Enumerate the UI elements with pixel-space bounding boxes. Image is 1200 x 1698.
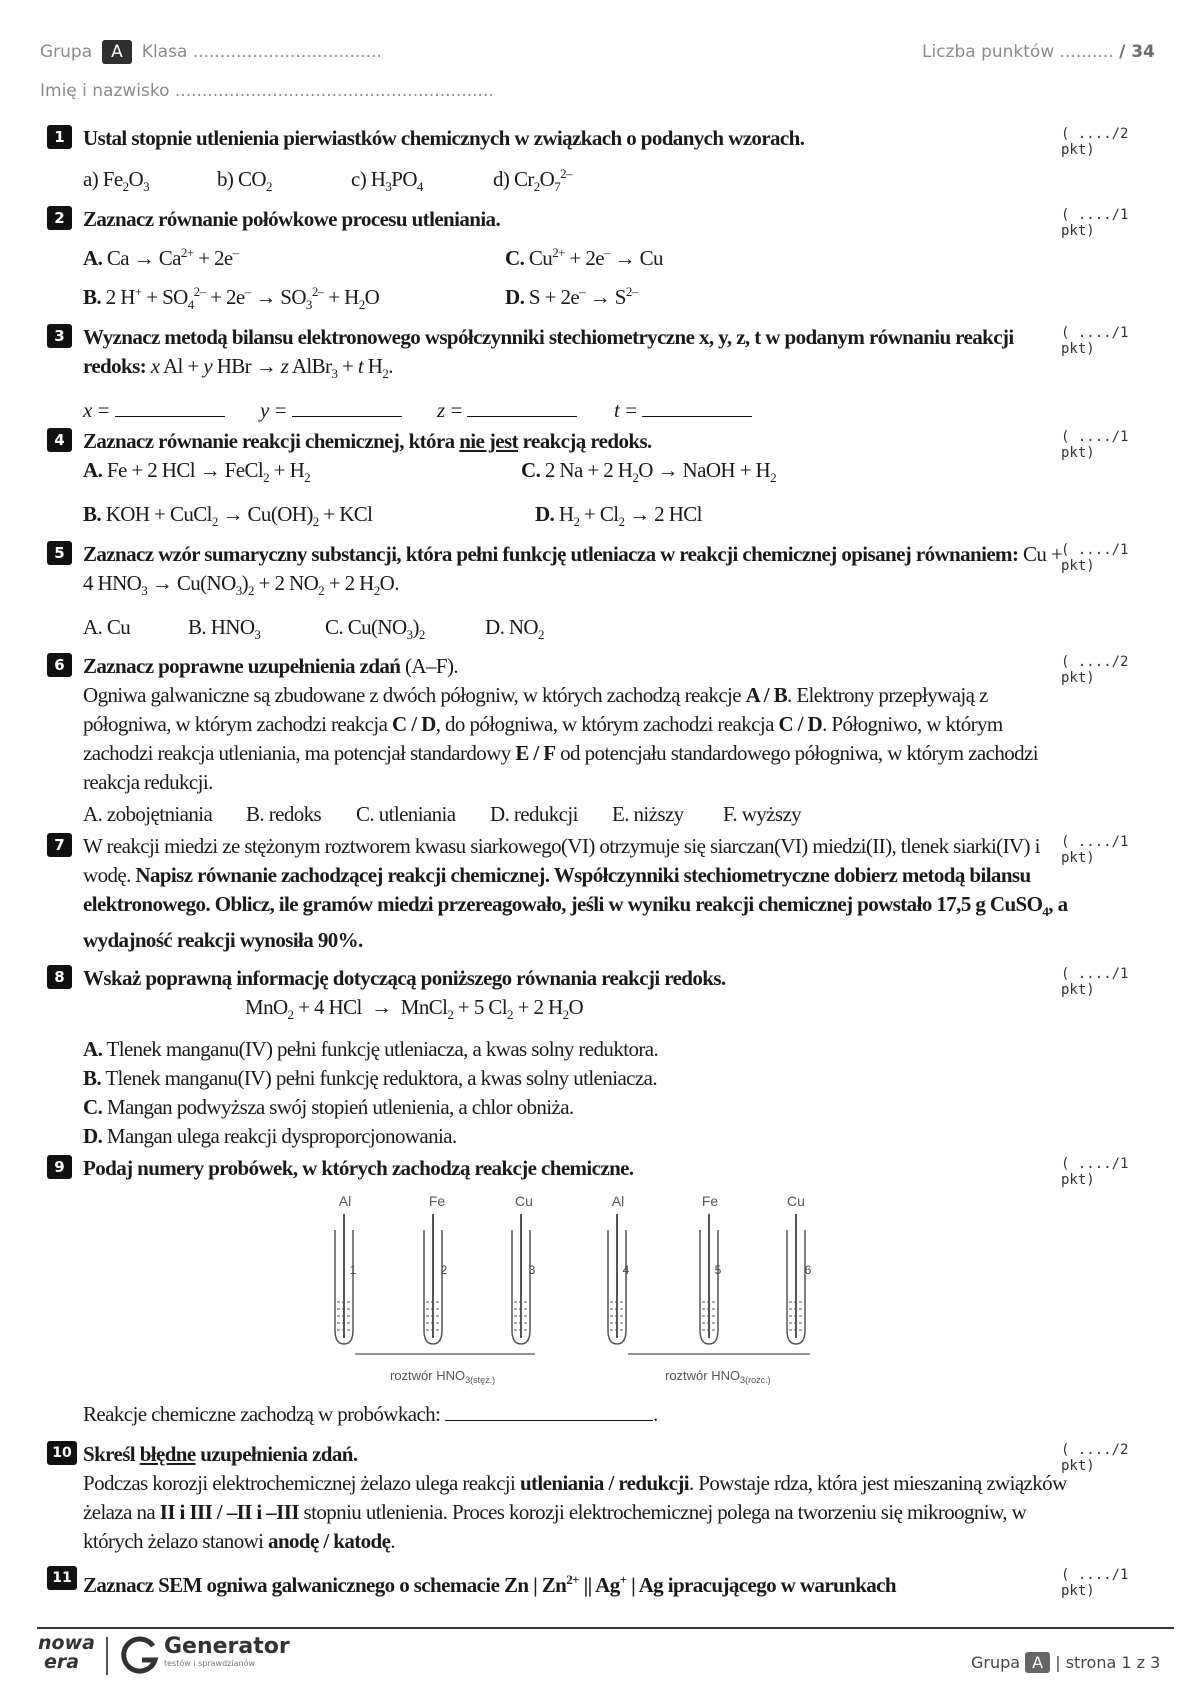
solution-label: roztwór $HNO_{3(stęż.)}$ [390,1368,496,1385]
option-item: B. redoks [246,802,322,826]
option-b[interactable]: B. KOH + CuCl$_2$ → $Cu(OH)_2$ + KCl [83,502,373,530]
answer-field-t[interactable] [642,397,752,417]
group-label: Grupa [40,42,93,62]
option-d[interactable]: D. $S + 2e^- \to S^{2-}$ [505,284,638,309]
metal-label: Fe [428,1193,446,1209]
option-b[interactable]: B. $HNO_3$ [188,615,261,643]
task-question: Podaj numery probówek, w których zachodzą reakcje chemiczne. [83,1156,634,1180]
formula-options [83,159,1073,201]
task-question: Skreśl błędne uzupełnienia zdań. [83,1442,358,1466]
option-item: C. utleniania [356,802,456,826]
option-list [83,800,1073,829]
task-number: 4 [47,428,72,452]
tube-number: 3 [528,1263,536,1277]
reaction-equation: MnO$_2$ + 4 HCl → MnCl$_2$ + 5 $Cl_2 + 2$ $H_2O$ [245,995,584,1023]
option-item: A. zobojętniania [83,802,213,826]
coefficient-fields: x = y = z = t = [83,396,1073,425]
tube-number: 6 [804,1263,812,1277]
points-label: Liczba punktów .......... [922,42,1114,62]
task-number: 3 [47,324,72,348]
task-question: Zaznacz poprawne uzupełnienia zdań [83,654,401,678]
task-10 [47,1440,1157,1556]
task-number: 6 [47,653,72,677]
task-number: 7 [47,833,72,857]
task-number: 1 [47,125,72,149]
header-group [40,40,382,64]
task-score: ( ..../1 pkt) [1061,207,1129,239]
footer-group-badge: A [1025,1652,1050,1673]
task-9 [47,1154,1157,1188]
task-score: ( ..../1 pkt) [1061,429,1129,461]
task-question: Zaznacz równanie połówkowe procesu utleniania. [83,207,501,231]
task-text: Podczas korozji elektrochemicznej żelazo ulega reakcji utleniania / redukcji. Powstaje rdza, która jest mieszaniną związków żelaza na II i III / –II i –III stopniu utlenienia. Proces korozji elektrochemicznej polega na tworzeniu się mikroogniw, w których żelazo stanowi anodę / katodę. [83,1471,1067,1553]
choice-2[interactable]: II i III / –II i –III [159,1500,299,1524]
option-b[interactable]: B. Tlenek manganu(IV) pełni funkcję reduktora, a kwas solny utleniacza. [83,1066,657,1091]
answer-field-y[interactable] [292,397,402,417]
task-8 [47,964,1157,1151]
task-number: 8 [47,965,72,989]
choice-cd-1[interactable]: C / D [392,712,436,736]
option-c[interactable]: C. Mangan podwyższa swój stopień utlenienia, a chlor obniża. [83,1095,574,1120]
option-d[interactable]: D. Mangan ulega reakcji dysproporcjonowania. [83,1124,457,1149]
task-number: 5 [47,541,72,565]
group-badge: A [102,40,132,64]
option-c[interactable]: C. $Cu^{2+} + 2e^- \to Cu$ [505,245,663,270]
option-d: d) $Cr_2O_7^{2-}$ [493,166,572,195]
task-question: Zaznacz wzór sumaryczny substancji, która pełni funkcję utleniacza w reakcji chemicznej opisanej równaniem: [83,542,1019,566]
task-score: ( ..../2 pkt) [1061,126,1129,158]
nowa-era-logo: nowa era [38,1632,95,1673]
generator-g-icon [120,1636,160,1676]
footer-page-info: Grupa A | strona 1 z 3 [971,1653,1161,1672]
task-score: ( ..../2 pkt) [1061,654,1129,686]
logo-separator [106,1637,108,1675]
choice-cd-2[interactable]: C / D [778,712,823,736]
option-item: D. redukcji [490,802,578,826]
answer-field-z[interactable] [467,397,577,417]
task-question: Wyznacz metodą bilansu elektronowego współczynniki stechiometryczne x, y, z, t w podanym równaniu reakcji redoks: [83,325,1014,378]
option-c: c) $H_3PO_4$ [351,167,423,195]
task-number: 10 [47,1441,77,1465]
answer-label: Reakcje chemiczne zachodzą w probówkach: [83,1402,441,1426]
answer-field-x[interactable] [115,397,225,417]
task-1 [47,124,1157,201]
task-5: 5 ( ..../1 pkt) Zaznacz wzór sumaryczny substancji, która pełni funkcję utleniacza w reakcji chemicznej opisanej równaniem: Cu + 4 $HNO_3 \to Cu(NO_3)_2 + 2$ $NO_2 + 2$ $H_2O$. A. Cu B. $HNO_3$ C. $Cu(NO_3)_2$ D. $NO_2$ [47,540,1157,649]
option-d[interactable]: D. $NO_2$ [485,615,544,643]
choice-ab[interactable]: A / B [745,683,788,707]
metal-label: Fe [701,1193,719,1209]
tube-number: 4 [622,1263,630,1277]
choice-ef[interactable]: E / F [515,741,556,765]
task-9-answer: Reakcje chemiczne zachodzą w probówkach: . [83,1402,658,1426]
task-text: W reakcji miedzi ze stężonym roztworem kwasu siarkowego(VI) otrzymuje się siarczan(VI) miedzi(II), tlenek siarki(IV) i wodę. Napisz równanie zachodzącej reakcji chemicznej. Współczynniki stechiometryczne dobierz metodą bilansu elektronowego. Oblicz, ile gramów miedzi przereagowało, jeśli w wyniku reakcji chemicznej powstało 17,5 g CuSO$_4$, a wydajność reakcji wynosiła 90%. [83,834,1068,953]
task-question: Zaznacz SEM ogniwa galwanicznego o schemacie Zn | $Zn^{2+}$ || Ag+ | Ag ipracującego w warunkach [83,1572,896,1597]
task-score: ( ..../1 pkt) [1061,325,1129,357]
task-question: Ustal stopnie utlenienia pierwiastków chemicznych w związkach o podanych wzorach. [83,126,805,150]
task-score: ( ..../1 pkt) [1061,1567,1129,1599]
task-number: 11 [47,1566,77,1590]
task-score: ( ..../1 pkt) [1061,966,1129,998]
generator-logo [120,1636,160,1680]
task-6: 6 ( ..../2 pkt) Zaznacz poprawne uzupełnienia zdań (A–F). Ogniwa galwaniczne są zbudowane z dwóch półogniw, w których zachodzą reakcje A / B. Elektrony przepływają z półogniwa, w którym zachodzi reakcja C / D, do półogniwa, w którym zachodzi reakcja C / D. Półogniwo, w którym zachodzi reakcja utleniania, ma potencjał standardowy E / F od potencjału standardowego półogniwa, w którym zachodzi reakcja redukcji. A. zobojętniania B. redoks C. utleniania D. redukcji E. niższy F. wyższy [47,652,1157,829]
task-4 [47,427,1157,536]
option-c[interactable]: C. $Cu(NO_3)_2$ [325,615,425,643]
option-item: F. wyższy [723,802,802,826]
option-a[interactable]: A. Tlenek manganu(IV) pełni funkcję utleniacza, a kwas solny reduktora. [83,1037,659,1062]
tube-number: 1 [349,1263,357,1277]
solution-label: roztwór $HNO_{3(rozc.)}$ [665,1368,771,1385]
tube-number: 2 [440,1263,448,1277]
task-text: Ogniwa galwaniczne są zbudowane z dwóch półogniw, w których zachodzą reakcje A / B. Elektrony przepływają z półogniwa, w którym zachodzi reakcja C / D, do półogniwa, w którym zachodzi reakcja C / D. Półogniwo, w którym zachodzi reakcja utleniania, ma potencjał standardowy E / F od potencjału standardowego półogniwa, w którym zachodzi reakcja redukcji. [83,683,1038,794]
task-7 [47,832,1157,955]
task-3: 3 ( ..../1 pkt) Wyznacz metodą bilansu elektronowego współczynniki stechiometryczne x, y, z, t w podanym równaniu reakcji redoks: x Al + y HBr → z AlBr$_3$ + t $H_2$. x = y = z = t = [47,323,1157,425]
name-field: Imię i nazwisko ........................................................... [40,81,494,101]
option-d[interactable]: D. $H_2 + Cl_2 \to 2$ HCl [535,502,702,530]
option-item: E. niższy [612,802,684,826]
page-number: | strona 1 z 3 [1055,1653,1161,1672]
option-a[interactable]: A. Cu [83,615,131,640]
option-a[interactable]: A. $Ca \to Ca^{2+} + 2e^-$ [83,245,239,270]
option-b: b) $CO_2$ [217,167,272,195]
choice-1[interactable]: utleniania / redukcji [519,1471,689,1495]
task-11 [47,1565,1157,1600]
generator-brand: Generator testów i sprawdzianów [164,1634,290,1668]
footer-divider [37,1627,1174,1629]
task-score: ( ..../1 pkt) [1061,834,1129,866]
task-number: 9 [47,1155,72,1179]
task-score: ( ..../1 pkt) [1061,542,1129,574]
tube-number: 5 [714,1263,722,1277]
metal-label: Al [611,1193,625,1209]
task-question: Wskaż poprawną informację dotyczącą poniższego równania reakcji redoks. [83,966,726,990]
metal-label: Cu [787,1193,805,1209]
metal-label: Al [338,1193,352,1209]
task-number: 2 [47,206,72,230]
task-2 [47,205,1157,319]
task-score: ( ..../1 pkt) [1061,1156,1129,1188]
choice-3[interactable]: anodę / katodę [268,1529,391,1553]
option-a[interactable]: A. Fe + 2 HCl → FeCl$_2$ + $H_2$ [83,458,311,486]
test-tubes-diagram [330,1188,830,1388]
metal-label: Cu [515,1193,533,1209]
option-b[interactable]: B. 2 $H^+ + SO_4^{2-} + 2e^- \to SO_3^{2-} + H_2O$ [83,284,380,313]
option-a: a) $Fe_2O_3$ [83,167,149,195]
class-field: Klasa ................................... [141,42,382,62]
option-c[interactable]: C. 2 Na + 2 $H_2O$ → NaOH + $H_2$ [521,458,776,486]
task-question: Zaznacz równanie reakcji chemicznej, która nie jest reakcją redoks. [83,429,652,453]
points-total: / 34 [1119,42,1155,62]
points-field [922,42,1155,62]
task-score: ( ..../2 pkt) [1061,1442,1129,1474]
answer-field[interactable] [445,1401,653,1421]
